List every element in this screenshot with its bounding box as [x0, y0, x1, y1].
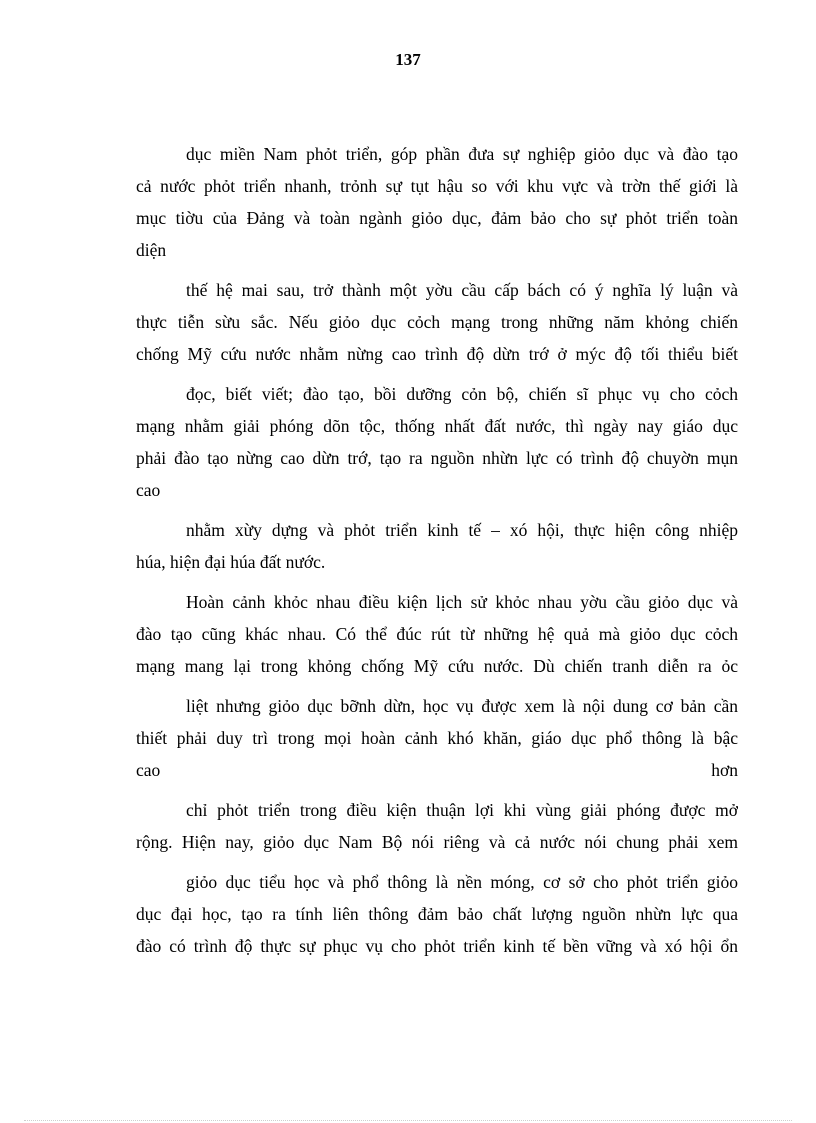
- document-body: [136, 138, 738, 962]
- text-line: thiết phải duy trì trong mọi hoàn cảnh khó khăn, giáo dục phổ thông là bậc: [136, 728, 738, 748]
- text-line: giỏo dục tiểu học và phổ thông là nền móng, cơ sở cho phỏt triển giỏo: [186, 872, 738, 892]
- text-line: chống Mỹ cứu nước nhằm nừng cao trình độ dừn trớ ở mýc độ tối thiểu biết: [136, 344, 738, 364]
- paragraph-gap: [136, 266, 738, 274]
- text-line: rộng. Hiện nay, giỏo dục Nam Bộ nói riêng và cả nước nói chung phải xem: [136, 832, 738, 852]
- text-line: mạng nhằm giải phóng dõn tộc, thống nhất đất nước, thì ngày nay giáo dục: [136, 416, 738, 436]
- text-line: Hoàn cảnh khỏc nhau điều kiện lịch sử khỏc nhau yờu cầu giỏo dục và: [186, 592, 738, 612]
- text-line: cả nước phỏt triển nhanh, trỏnh sự tụt hậu so với khu vực và trờn thế giới là: [136, 176, 738, 196]
- text-line: dục đại học, tạo ra tính liên thông đảm bảo chất lượng nguồn nhừn lực qua: [136, 904, 738, 924]
- text-line: đọc, biết viết; đào tạo, bồi dưỡng cỏn bộ, chiến sĩ phục vụ cho cỏch: [186, 384, 738, 404]
- text-line: thực tiễn sừu sắc. Nếu giỏo dục cỏch mạng trong những năm khỏng chiến: [136, 312, 738, 332]
- page-bottom-divider: [24, 1120, 792, 1121]
- text-line: liệt nhưng giỏo dục bỡnh dừn, học vụ được xem là nội dung cơ bản cần: [186, 696, 738, 716]
- page-number: 137: [395, 50, 421, 69]
- text-line: húa, hiện đại húa đất nước.: [136, 552, 326, 572]
- text-line: đào có trình độ thực sự phục vụ cho phỏt triển kinh tế bền vững và xó hội ổn: [136, 936, 738, 956]
- paragraph-gap: [136, 578, 738, 586]
- text-line: nhằm xừy dựng và phỏt triển kinh tế – xó hội, thực hiện công nhiệp: [186, 520, 738, 540]
- text-line: cao hơn: [136, 760, 738, 780]
- text-line: dục miền Nam phỏt triển, góp phần đưa sự nghiệp giỏo dục và đào tạo: [186, 144, 738, 164]
- text-line: thế hệ mai sau, trở thành một yờu cầu cấp bách có ý nghĩa lý luận và: [186, 280, 738, 300]
- text-line: diện: [136, 240, 167, 260]
- text-line: mạng mang lại trong khỏng chống Mỹ cứu nước. Dù chiến tranh diễn ra ỏc: [136, 656, 738, 676]
- text-line: đào tạo cũng khác nhau. Có thể đúc rút từ những hệ quả mà giỏo dục cỏch: [136, 624, 738, 644]
- text-line: chỉ phỏt triển trong điều kiện thuận lợi khi vùng giải phóng được mở: [186, 800, 738, 820]
- paragraph-gap: [136, 506, 738, 514]
- paragraph-gap: [136, 858, 738, 866]
- paragraph-gap: [136, 682, 738, 690]
- paragraph-gap: [136, 370, 738, 378]
- text-line: cao: [136, 480, 161, 500]
- text-line: phải đào tạo nừng cao dừn trớ, tạo ra nguồn nhừn lực có trình độ chuyờn mụn: [136, 448, 738, 468]
- text-line: mục tiờu của Đảng và toàn ngành giỏo dục, đảm bảo cho sự phỏt triển toàn: [136, 208, 738, 228]
- paragraph-gap: [136, 786, 738, 794]
